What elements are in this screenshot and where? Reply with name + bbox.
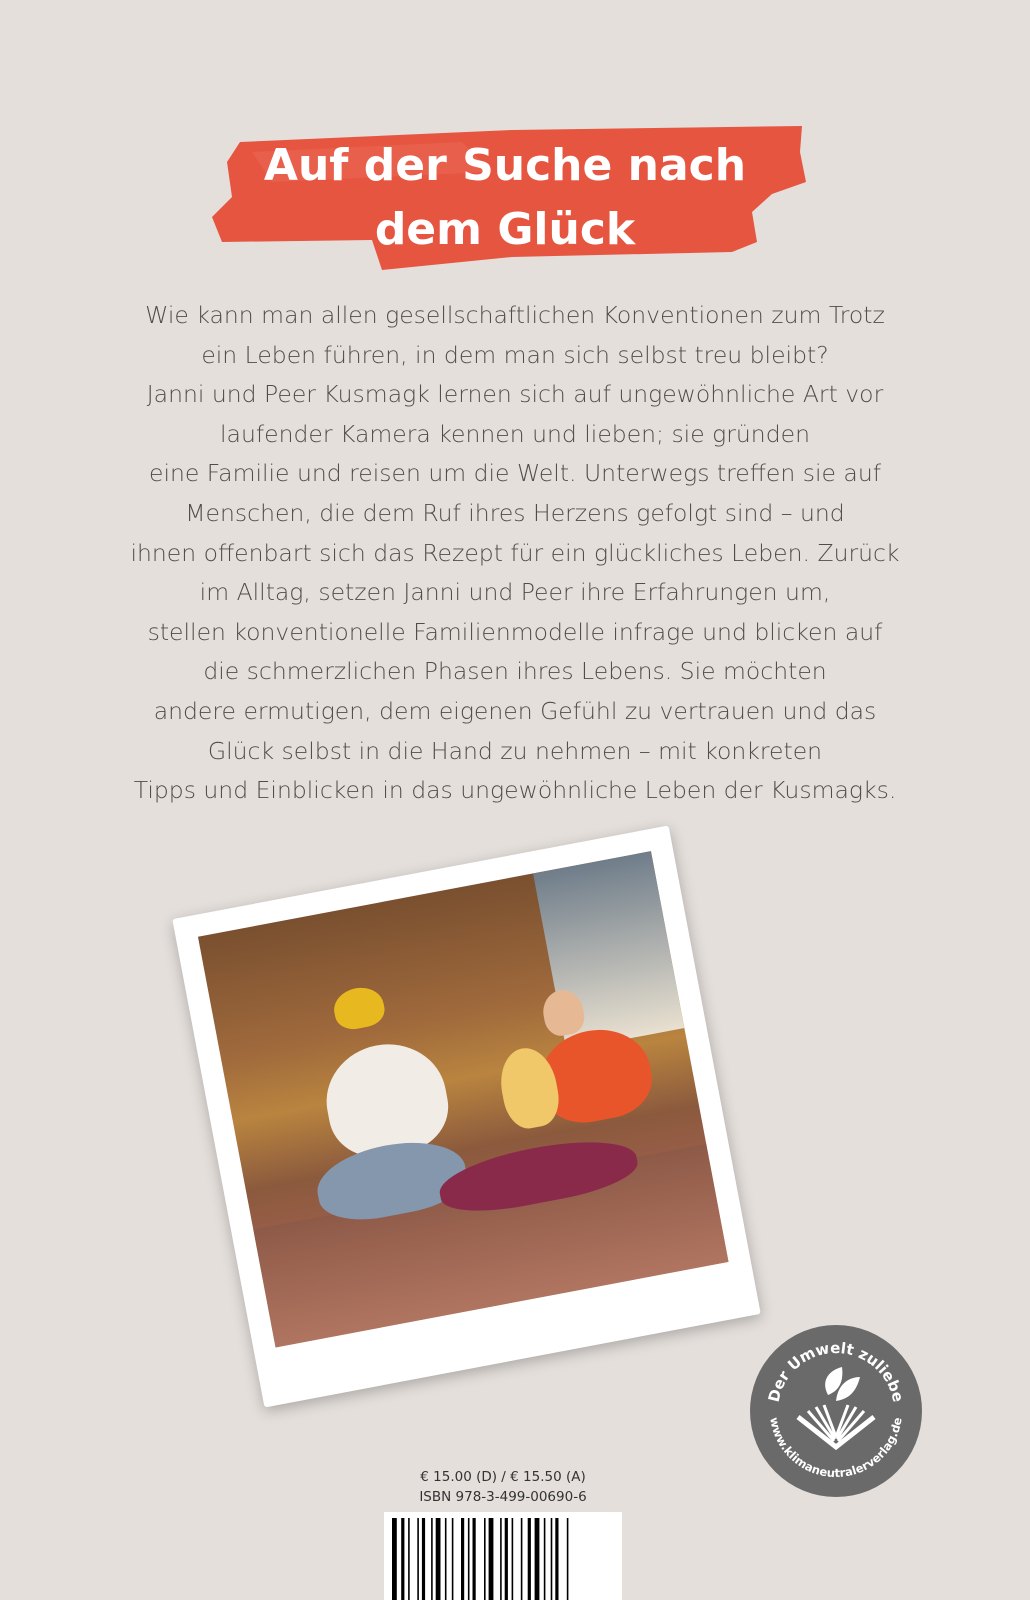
barcode-bar xyxy=(401,1518,404,1600)
barcode-bar xyxy=(551,1518,553,1600)
blurb-text xyxy=(60,296,970,811)
leaf-book-icon xyxy=(798,1367,874,1447)
family-polaroid-photo xyxy=(172,825,760,1407)
badge-top-text: Der Umwelt zuliebe xyxy=(764,1338,908,1404)
barcode-bar xyxy=(567,1518,569,1600)
barcode-bar xyxy=(500,1518,502,1600)
blurb-line: ein Leben führen, in dem man sich selbst treu bleibt? xyxy=(201,340,829,369)
barcode-bar xyxy=(521,1518,523,1600)
barcode-bar xyxy=(555,1518,558,1600)
barcode-bar xyxy=(484,1518,486,1600)
barcode-bar xyxy=(445,1518,447,1600)
blurb-line: Glück selbst in die Hand zu nehmen – mit konkreten xyxy=(207,736,823,765)
blurb-line: eine Familie und reisen um die Welt. Unterwegs treffen sie auf xyxy=(149,459,881,488)
barcode-bar xyxy=(436,1518,441,1600)
blurb-line: Tipps und Einblicken in das ungewöhnliche Leben der Kusmagks. xyxy=(133,776,897,805)
title-line: dem Glück xyxy=(374,204,636,255)
barcode-bar xyxy=(461,1518,464,1600)
blurb-line: Janni und Peer Kusmagk lernen sich auf ungewöhnliche Art vor xyxy=(146,380,884,409)
barcode-bar xyxy=(408,1518,410,1600)
blurb-line: andere ermutigen, dem eigenen Gefühl zu vertrauen und das xyxy=(153,696,877,725)
blurb-line: die schmerzlichen Phasen ihres Lebens. Sie möchten xyxy=(203,657,827,686)
barcode-bar xyxy=(468,1518,470,1600)
barcode-bar xyxy=(431,1518,433,1600)
barcode-bar xyxy=(489,1518,494,1600)
barcode-bar xyxy=(417,1518,419,1600)
isbn-text: ISBN 978-3-499-00690-6 xyxy=(419,1489,587,1505)
climate-neutral-badge xyxy=(750,1325,922,1497)
price-isbn-block xyxy=(385,1467,621,1507)
barcode xyxy=(384,1512,622,1600)
price-text: € 15.00 (D) / € 15.50 (A) xyxy=(420,1469,586,1485)
barcode-bar xyxy=(392,1518,397,1600)
barcode-bar xyxy=(505,1518,508,1600)
badge-url-text: www.klimaneutralerverlag.de xyxy=(767,1416,905,1481)
family-photo xyxy=(198,851,729,1347)
barcode-bar xyxy=(528,1518,531,1600)
blurb-line: laufender Kamera kennen und lieben; sie gründen xyxy=(220,419,810,448)
cover-title xyxy=(200,134,810,262)
blurb-line: stellen konventionelle Familienmodelle infrage und blicken auf xyxy=(147,617,883,646)
barcode-bar xyxy=(544,1518,546,1600)
barcode-bar xyxy=(535,1518,540,1600)
barcode-bar xyxy=(512,1518,514,1600)
barcode-bar xyxy=(422,1518,425,1600)
blurb-line: ihnen offenbart sich das Rezept für ein glückliches Leben. Zurück xyxy=(130,538,900,567)
title-line: Auf der Suche nach xyxy=(263,140,747,191)
barcode-bar xyxy=(473,1518,476,1600)
blurb-line: im Alltag, setzen Janni und Peer ihre Erfahrungen um, xyxy=(199,578,831,607)
blurb-line: Wie kann man allen gesellschaftlichen Konventionen zum Trotz xyxy=(145,301,885,329)
blurb-line: Menschen, die dem Ruf ihres Herzens gefolgt sind – und xyxy=(185,498,845,527)
barcode-bar xyxy=(452,1518,454,1600)
